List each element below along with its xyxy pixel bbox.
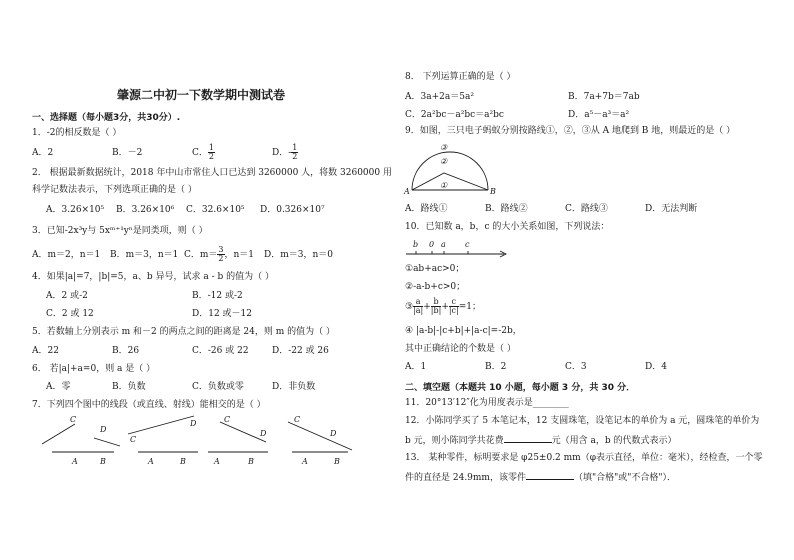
q3-option-b: B．m＝3，n＝1 <box>110 250 179 260</box>
q5-option-c: C．-26 或 22 <box>192 346 249 356</box>
q8-stem: 8． 下列运算正确的是（ ） <box>405 72 516 82</box>
q10-number-line <box>404 236 514 260</box>
q7-fig4-label-a: A <box>302 457 308 466</box>
q11-stem: 11．20°13′12″化为用度表示是________ <box>405 398 569 408</box>
q7-fig4-label-d: D <box>330 429 337 438</box>
q6-option-c: C．负数或零 <box>192 382 244 392</box>
q7-fig2-label-a: A <box>148 457 154 466</box>
q1-stem: 1．-2的相反数是（ ） <box>32 128 122 138</box>
q5-option-d: D．-22 或 26 <box>272 346 329 356</box>
q7-fig2-line-cd <box>128 416 194 434</box>
q10-statement-4: ④ |a-b|-|c+b|+|a-c|=-2b， <box>405 326 522 336</box>
q7-fig4-line-cd <box>288 422 352 450</box>
q2-option-a: A．3.26×10⁵ <box>46 205 105 215</box>
q7-fig4-label-c: C <box>294 415 301 424</box>
q3-stem: 3．已知-2x³y与 5xᵐ⁺¹yⁿ是同类项，则（ ） <box>32 226 208 236</box>
q9-route-triangle <box>412 173 488 190</box>
q7-fig3-label-b: B <box>248 457 254 466</box>
q7-fig3-label-d: D <box>260 429 267 438</box>
q6-option-b: B．负数 <box>112 382 146 392</box>
q10-option-b: B．2 <box>485 362 507 372</box>
q10-stem: 10．已知数 a，b，c 的大小关系如图，下列说法： <box>405 222 610 232</box>
q3-option-d: D．m＝3，n＝0 <box>264 250 333 260</box>
q10-ask: 其中正确结论的个数是（ ） <box>405 344 516 354</box>
q6-option-a: A．零 <box>46 382 71 392</box>
q7-fig4-label-b: B <box>334 457 340 466</box>
q9-option-d: D．无法判断 <box>645 204 698 214</box>
q7-fig1-ray-c <box>42 424 75 444</box>
q13-answer-blank[interactable] <box>526 471 574 480</box>
q8-option-a: A．3a+2a＝5a² <box>405 92 474 102</box>
q9-option-b: B．路线② <box>485 204 528 214</box>
q6-option-d: D．非负数 <box>272 382 316 392</box>
q7-fig2-label-b: B <box>180 457 186 466</box>
q9-label-route3: ③ <box>440 143 448 152</box>
q9-label-route1: ① <box>440 181 448 190</box>
q7-fig1-label-b: B <box>100 457 106 466</box>
q9-stem: 9．如图，三只电子蚂蚁分别按路线①，②，③从 A 地爬到 B 地，则最近的是（ ） <box>405 126 736 136</box>
q8-option-c: C．2a²bc－a²bc＝a²bc <box>405 110 504 120</box>
q10-option-c: C．3 <box>565 362 587 372</box>
q4-stem: 4．如果|a|=7，|b|=5，a、b 异号，试求 a - b 的值为（ ） <box>32 272 274 282</box>
q7-fig1-segment-d <box>94 438 120 446</box>
section-1-heading: 一、选择题（每小题3分，共30分）. <box>32 113 181 123</box>
q2-option-c: C．32.6×10⁵ <box>186 205 245 215</box>
q12-stem-line1: 12．小陈同学买了 5 本笔记本，12 支圆珠笔，设笔记本的单价为 a 元，圆珠笔的单价为 <box>405 416 760 426</box>
q9-label-a: A <box>404 187 410 196</box>
q9-option-a: A．路线① <box>405 204 448 214</box>
q5-option-a: A．22 <box>32 346 59 356</box>
q1-option-c: C． $\frac{1}{2}$ <box>192 143 214 161</box>
q4-option-a: A．2 或-2 <box>46 291 88 301</box>
q7-fig1-label-c: C <box>70 415 77 424</box>
q9-label-b: B <box>490 187 496 196</box>
q5-stem: 5．若数轴上分别表示 m 和－2 的两点之间的距离是 24，则 m 的值为（ ） <box>32 327 336 337</box>
q7-fig2-label-c: C <box>130 435 137 444</box>
q12-answer-blank[interactable] <box>504 434 552 443</box>
q13-stem-line2: 件的直径是 24.9mm，该零件 （填"合格"或"不合格"）． <box>405 473 677 483</box>
q7-fig1-label-a: A <box>72 457 78 466</box>
exam-title: 肇源二中初一下数学期中测试卷 <box>117 88 286 102</box>
q8-option-b: B．7a+7b＝7ab <box>568 92 640 102</box>
q12-stem-line2: b 元，则小陈同学共花费 元（用含 a，b 的代数式表示） <box>405 436 677 446</box>
q8-option-d: D．a⁵－a³＝a² <box>568 110 630 120</box>
q7-fig3-label-c: C <box>224 415 231 424</box>
q13-stem-line1: 13． 某种零件，标明要求是 φ25±0.2 mm（φ表示直径，单位：毫米），经检查，一个零 <box>405 453 763 463</box>
q3-option-c: C．m＝ $\frac{3}{2}$ ，n＝1 <box>184 245 255 263</box>
q3-option-a: A．m＝2，n＝1 <box>32 250 101 260</box>
q10-option-d: D．4 <box>645 362 667 372</box>
q10-statement-1: ①ab+ac>0； <box>405 264 465 274</box>
q10-statement-3: ③ $\frac{a}{|a|}$ + $\frac{b}{|b|}$ + $\frac{c}{|c|}$ =1； <box>405 297 482 315</box>
q2-stem-line2: 科学记数法表示，下列选项正确的是（ ） <box>32 185 197 195</box>
q4-option-c: C．2 或 12 <box>46 309 94 319</box>
q7-stem: 7．下列四个图中的线段（或直线、射线）能相交的是（ ） <box>32 400 266 410</box>
q9-option-c: C．路线③ <box>565 204 608 214</box>
q1-option-d: D．- $\frac{1}{2}$ <box>272 143 298 161</box>
q10-statement-2: ②-a-b+c>0； <box>405 282 466 292</box>
q1-option-b: B．－2 <box>112 148 143 158</box>
q10-axis-label-zero: 0 <box>429 240 435 249</box>
q9-figure <box>400 140 500 198</box>
q6-stem: 6． 若|a|+a=0，则 a 是（ ） <box>32 364 156 374</box>
q2-option-d: D．0.326×10⁷ <box>260 205 325 215</box>
q7-fig1-label-d: D <box>100 425 107 434</box>
q5-option-b: B．26 <box>112 346 140 356</box>
q4-option-b: B．-12 或-2 <box>192 291 243 301</box>
q7-fig3-label-a: A <box>214 457 220 466</box>
q9-label-route2: ② <box>440 157 448 166</box>
q4-option-d: D．12 或－12 <box>192 309 252 319</box>
section-2-heading: 二、填空题（本题共 10 小题，每小题 3 分，共 30 分． <box>405 383 636 393</box>
q10-axis-label-b: b <box>413 240 419 249</box>
q2-option-b: B．3.26×10⁶ <box>116 205 175 215</box>
q1-option-a: A．2 <box>32 148 54 158</box>
q7-figures <box>30 412 360 472</box>
q10-axis-label-c: c <box>465 240 470 249</box>
q10-option-a: A．1 <box>405 362 427 372</box>
q10-axis-label-a: a <box>441 240 446 249</box>
q7-fig2-label-d: D <box>190 419 197 428</box>
q2-stem-line1: 2． 根据最新数据统计，2018 年中山市常住人口已达到 3260000 人，将数 3260000 用 <box>32 168 392 178</box>
